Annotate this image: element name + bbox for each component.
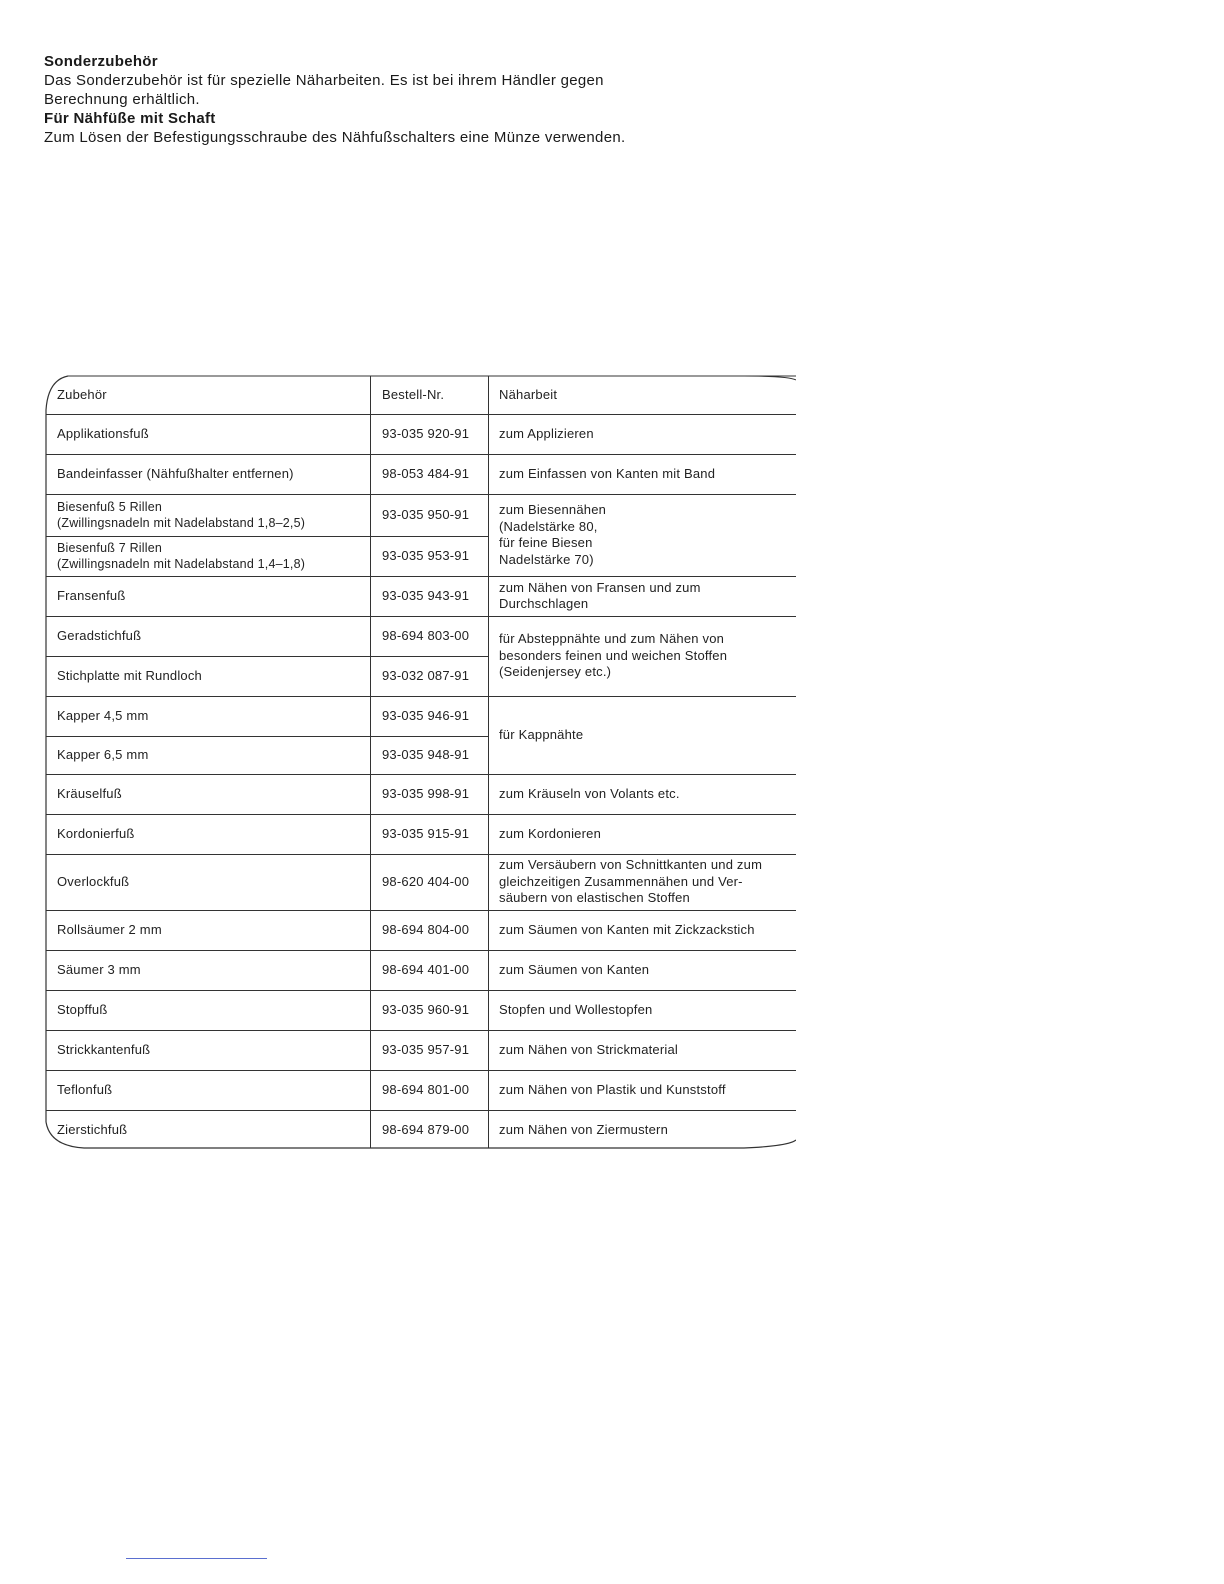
order-number: 98-694 879-00 xyxy=(382,1121,470,1137)
accessory-name: Applikationsfuß xyxy=(57,425,149,441)
row-divider xyxy=(46,454,796,455)
row-divider xyxy=(46,536,488,537)
accessory-name: Kapper 6,5 mm xyxy=(57,746,149,762)
accessory-name: Biesenfuß 7 Rillen xyxy=(57,540,163,555)
coin-instruction: Zum Lösen der Befestigungsschraube des Nähfußschalters eine Münze verwenden. xyxy=(44,129,626,146)
intro-section xyxy=(44,52,744,147)
order-number: 98-694 803-00 xyxy=(382,627,470,643)
intro-text-line-1: Das Sonderzubehör ist für spezielle Näharbeiten. Es ist bei ihrem Händler gegen xyxy=(44,72,604,89)
row-divider xyxy=(46,950,796,951)
work-description: zum Nähen von Fransen und zum xyxy=(499,579,701,595)
accessory-name: Kräuselfuß xyxy=(57,785,122,801)
merged-work-description: Nadelstärke 70) xyxy=(499,551,594,567)
accessory-name: Stichplatte mit Rundloch xyxy=(57,667,202,683)
work-description: zum Nähen von Strickmaterial xyxy=(499,1041,678,1057)
accessory-name: Zierstichfuß xyxy=(57,1121,128,1137)
accessory-name: Kordonierfuß xyxy=(57,825,135,841)
row-divider xyxy=(46,1070,796,1071)
order-number: 93-035 943-91 xyxy=(382,587,470,603)
accessory-name: Stopffuß xyxy=(57,1001,108,1017)
row-divider xyxy=(46,854,796,855)
work-description: zum Säumen von Kanten xyxy=(499,961,650,977)
header-divider xyxy=(46,414,796,415)
order-number: 98-694 801-00 xyxy=(382,1081,470,1097)
column-divider-2 xyxy=(488,376,489,1148)
order-number: 93-035 950-91 xyxy=(382,506,470,522)
row-divider xyxy=(46,656,488,657)
merged-work-description: für Absteppnähte und zum Nähen von xyxy=(499,631,725,647)
accessory-name: Overlockfuß xyxy=(57,873,130,889)
work-description: zum Kordonieren xyxy=(499,825,601,841)
work-description: Durchschlagen xyxy=(499,596,589,611)
accessory-name: Strickkantenfuß xyxy=(57,1041,151,1057)
order-number: 93-035 960-91 xyxy=(382,1001,470,1017)
accessory-name: Teflonfuß xyxy=(57,1081,113,1097)
accessory-table xyxy=(44,370,796,1152)
order-number: 93-035 915-91 xyxy=(382,825,470,841)
row-divider xyxy=(46,814,796,815)
accessory-name: Rollsäumer 2 mm xyxy=(57,921,162,937)
row-divider xyxy=(46,696,796,697)
work-description: gleichzeitigen Zusammennähen und Ver- xyxy=(499,873,743,889)
accessory-name: (Zwillingsnadeln mit Nadelabstand 1,8–2,5) xyxy=(57,516,306,530)
order-number: 93-035 953-91 xyxy=(382,547,470,563)
accessory-name: Biesenfuß 5 Rillen xyxy=(57,499,163,514)
accessory-name: Säumer 3 mm xyxy=(57,961,141,977)
row-divider xyxy=(46,910,796,911)
row-divider xyxy=(46,616,796,617)
work-description: zum Säumen von Kanten mit Zickzackstich xyxy=(499,921,755,937)
order-number: 93-035 998-91 xyxy=(382,785,470,801)
header-accessory: Zubehör xyxy=(57,387,107,402)
column-divider-1 xyxy=(370,376,371,1148)
row-divider xyxy=(46,990,796,991)
order-number: 93-032 087-91 xyxy=(382,667,470,683)
row-divider xyxy=(46,576,796,577)
row-divider xyxy=(46,1030,796,1031)
merged-work-description: für feine Biesen xyxy=(499,535,593,550)
accessory-name: Bandeinfasser (Nähfußhalter entfernen) xyxy=(57,465,294,481)
work-description: zum Kräuseln von Volants etc. xyxy=(499,785,680,801)
accessory-name: Fransenfuß xyxy=(57,587,126,603)
section-heading: Sonderzubehör xyxy=(44,53,158,70)
order-number: 93-035 920-91 xyxy=(382,425,470,441)
work-description: zum Nähen von Plastik und Kunststoff xyxy=(499,1081,726,1097)
order-number: 93-035 946-91 xyxy=(382,707,470,723)
merged-work-description: (Seidenjersey etc.) xyxy=(499,664,612,680)
accessory-name: Kapper 4,5 mm xyxy=(57,707,149,723)
row-divider xyxy=(46,1110,796,1111)
order-number: 93-035 957-91 xyxy=(382,1041,470,1057)
work-description: zum Versäubern von Schnittkanten und zum xyxy=(499,857,763,873)
header-work: Näharbeit xyxy=(499,387,558,402)
work-description: Stopfen und Wollestopfen xyxy=(499,1001,653,1017)
row-divider xyxy=(46,494,796,495)
header-order-no: Bestell-Nr. xyxy=(382,387,445,402)
merged-work-description: (Nadelstärke 80, xyxy=(499,518,598,534)
row-divider xyxy=(46,736,488,737)
order-number: 98-620 404-00 xyxy=(382,873,470,889)
footer-rule xyxy=(126,1558,267,1559)
intro-text-line-2: Berechnung erhältlich. xyxy=(44,91,200,108)
merged-work-description: zum Biesennähen xyxy=(499,502,607,517)
merged-work-description: besonders feinen und weichen Stoffen xyxy=(499,647,728,663)
subheading: Für Nähfüße mit Schaft xyxy=(44,110,216,127)
accessory-name: Geradstichfuß xyxy=(57,627,142,643)
work-description: zum Applizieren xyxy=(499,425,594,441)
work-description: zum Nähen von Ziermustern xyxy=(499,1121,669,1137)
order-number: 98-053 484-91 xyxy=(382,465,470,481)
order-number: 98-694 401-00 xyxy=(382,961,470,977)
work-description: säubern von elastischen Stoffen xyxy=(499,890,690,906)
row-divider xyxy=(46,774,796,775)
accessory-name: (Zwillingsnadeln mit Nadelabstand 1,4–1,8) xyxy=(57,557,306,571)
order-number: 98-694 804-00 xyxy=(382,921,470,937)
order-number: 93-035 948-91 xyxy=(382,746,470,762)
work-description: zum Einfassen von Kanten mit Band xyxy=(499,465,716,481)
merged-work-description: für Kappnähte xyxy=(499,726,584,742)
